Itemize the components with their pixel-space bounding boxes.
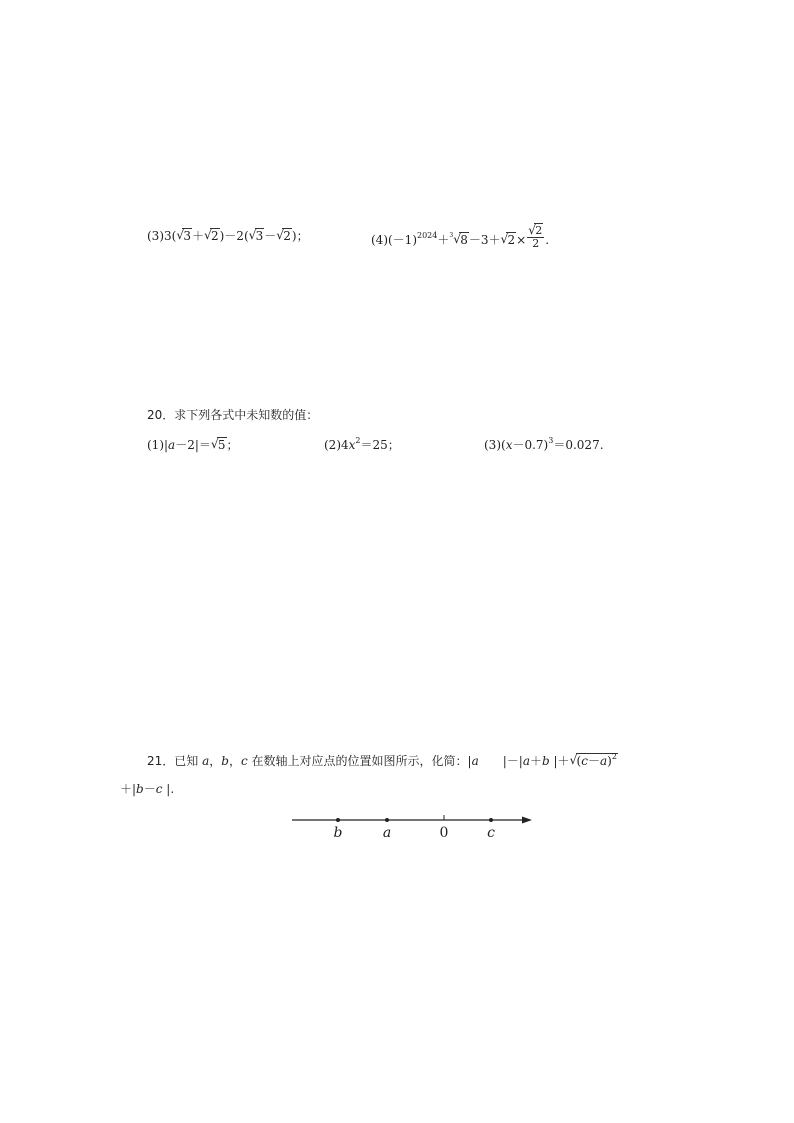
sqrt-3: √ 3 — [176, 228, 191, 243]
sqrt-2b: √ 2 — [276, 228, 291, 243]
sqrt-3b: √ 3 — [248, 228, 264, 243]
q21-continuation: ＋|b－c |. — [120, 782, 175, 796]
sqrt-2: √ 2 — [203, 228, 219, 243]
sqrt-c-minus-a-squared: √ $(c-a)^2$ — [569, 752, 617, 768]
cbrt-8: √ 8 — [453, 232, 468, 247]
sqrt-2c: √ 2 — [500, 232, 516, 247]
number-line-arrow-icon — [522, 817, 532, 824]
label-b: b — [333, 825, 343, 841]
q19-part3-label: (3) — [147, 229, 164, 243]
q21-title: 21．已知 a，b，c 在数轴上对应点的位置如图所示，化简：|a |－|a＋b |＋ √ $(c-a)^2$ — [147, 752, 617, 768]
point-c — [489, 818, 493, 822]
q20-part2: $(2)4x^2=25$； — [324, 436, 400, 452]
fraction-sqrt2-over-2: √ 2 2 — [528, 223, 543, 250]
number-line — [290, 808, 540, 848]
sqrt-5: √ 5 — [210, 437, 226, 452]
q20-part3: $(3)(x-0.7)^3=0.027$. — [484, 436, 604, 452]
label-a: a — [382, 825, 392, 841]
q20-title: 20．求下列各式中未知数的值： — [147, 408, 319, 422]
point-a — [385, 818, 389, 822]
label-c: c — [487, 825, 495, 841]
label-zero: 0 — [439, 825, 449, 841]
q19-part3: (3)3( √ 3＋ √ 2)－2( √ 3－ √ 2)； — [147, 228, 309, 243]
q20-part1: (1)|a－2|＝ √ 5； — [147, 437, 239, 452]
point-b — [336, 818, 340, 822]
q19-part4: $(4)(-1)^{2024}+^3$ √ 8－3＋ √ 2× √ 2 2 . — [371, 223, 550, 250]
